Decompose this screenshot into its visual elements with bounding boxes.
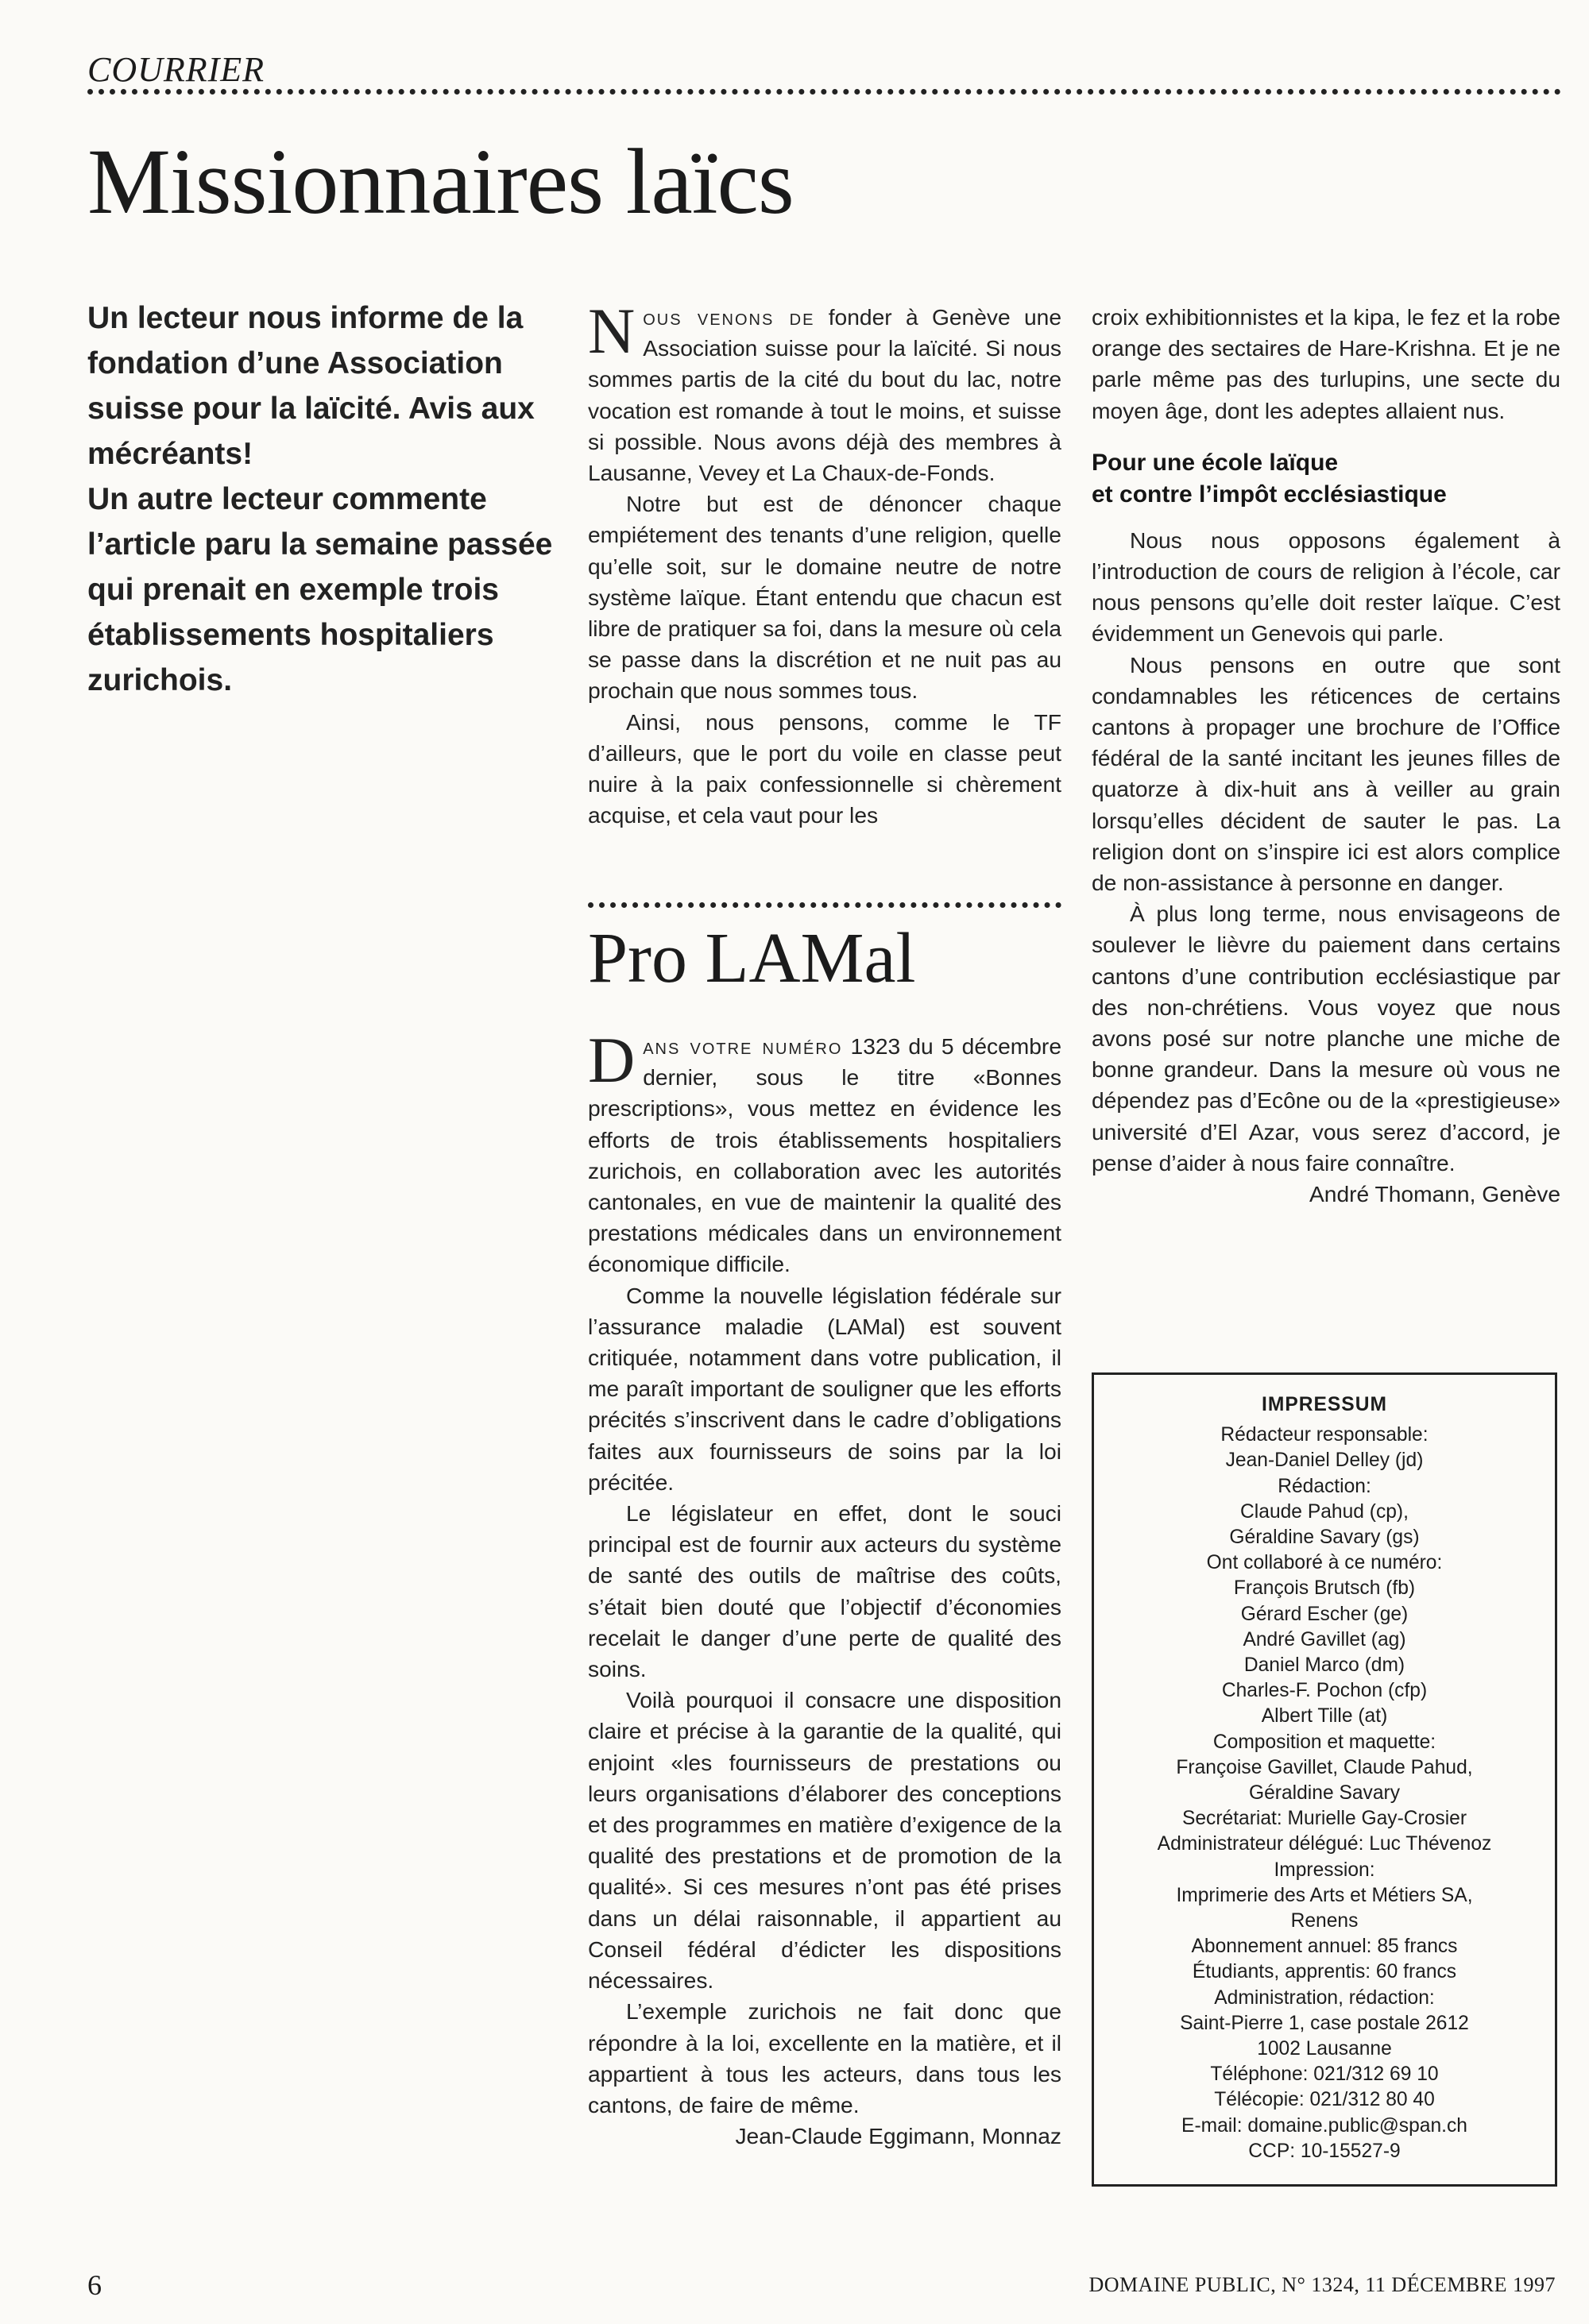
article2-lead-caps: ans votre numéro: [643, 1033, 843, 1059]
impressum-line: Secrétariat: Murielle Gay-Crosier: [1181, 1808, 1467, 1830]
impressum-line: Renens: [1290, 1910, 1359, 1932]
article-intro: [87, 295, 564, 703]
impressum-line: Téléphone: 021/312 69 10: [1210, 2063, 1439, 2086]
article1-paragraph-1-text: fonder à Genève une Association suisse pour la laïcité. Si nous sommes partis de la cité du bout du lac, notre vocation est romande à tout le moins, et suisse si possible. Nous avons déjà des membres à Lausanne, Vevey et La Chaux-de-Fonds.: [588, 304, 1061, 486]
impressum-line: Rédaction:: [1278, 1475, 1371, 1497]
article1-column-1: [588, 295, 1061, 831]
impressum-line: E-mail: domaine.public@span.ch: [1181, 2114, 1467, 2137]
impressum-line: Administration, rédaction:: [1214, 1986, 1435, 2009]
article1-signature: André Thomann, Genève: [1309, 1181, 1560, 1207]
header-dotted-rule: [87, 89, 1561, 95]
impressum-line: Gérard Escher (ge): [1240, 1603, 1409, 1625]
article1-paragraph-3: Ainsi, nous pensons, comme le TF d’ailleurs, que le port du voile en classe peut nuire à la paix confessionnelle si chèrement acquise, et cela vaut pour les: [588, 708, 1061, 828]
article2-column: [588, 1024, 1061, 2152]
impressum-line: CCP: 10-15527-9: [1248, 2140, 1401, 2162]
page-number: 6: [87, 2269, 102, 2301]
impressum-line: Rédacteur responsable:: [1220, 1424, 1429, 1446]
impressum-line: Étudiants, apprentis: 60 francs: [1192, 1961, 1457, 1983]
impressum-line: Télécopie: 021/312 80 40: [1214, 2089, 1435, 2111]
article1-paragraph-6: À plus long terme, nous envisageons de soulever le lièvre du paiement dans certains cantons d’une contribution ecclésiastique par des non-chrétiens. Vous voyez que nous avons posé sur notre planche une miche de bonne grandeur. Dans la mesure où vous ne dépendez pas d’Ecône ou de la «prestigieuse» université d’El Azar, vous serez d’accord, je pense d’aider à nous faire connaître.: [1092, 901, 1560, 1176]
article1-paragraph-4: Nous nous opposons également à l’introduction de cours de religion à l’école, car nous pensons qu’elle doit rester laïque. C’est évidemment un Genevois qui parle.: [1092, 527, 1560, 647]
article2-dropcap: D: [588, 1024, 636, 1096]
article1-paragraph-2: Notre but est de dénoncer chaque empiétement des tenants d’une religion, quelle qu’elle soit, sur le domaine neutre de notre système laïque. Étant entendu que chacun est libre de pratiquer sa foi, dans la mesure où cela se passe dans la discrétion et ne nuit pas au prochain que nous sommes tous.: [588, 491, 1061, 704]
impressum-line: Albert Tille (at): [1261, 1705, 1388, 1728]
article2-paragraph-4: Voilà pourquoi il consacre une disposition claire et précise à la garantie de la qualité, qui enjoint «les fournisseurs de prestations ou leurs organisations d’élaborer des conceptions et des programmes en matière d’exigence de la qualité des prestations et de promotion de la qualité». Si ces mesures n’ont pas été prises dans un délai raisonnable, il appartient au Conseil fédéral d’édicter les dispositions nécessaires.: [588, 1687, 1061, 1994]
article1-paragraph-1: [588, 295, 1061, 488]
impressum-line: Charles-F. Pochon (cfp): [1221, 1680, 1428, 1702]
impressum-title: IMPRESSUM: [1262, 1394, 1387, 1415]
impressum-line: Daniel Marco (dm): [1243, 1654, 1405, 1677]
impressum-line: Géraldine Savary: [1248, 1782, 1400, 1805]
article-title-missionnaires: Missionnaires laïcs: [87, 129, 794, 234]
article2-paragraph-3: Le législateur en effet, dont le souci principal est de fournir aux acteurs du système de santé des outils de maîtrise des coûts, s’était bien douté que l’objectif d’économies recelait le danger d’une perte de qualité des soins.: [588, 1500, 1061, 1682]
impressum-line: Abonnement annuel: 85 francs: [1191, 1936, 1458, 1958]
impressum-line: 1002 Lausanne: [1257, 2038, 1392, 2060]
impressum-box: [1092, 1372, 1557, 2187]
article-title-pro-lamal: Pro LAMal: [588, 919, 916, 998]
article1-paragraph-5: Nous pensons en outre que sont condamnables les réticences de certains cantons à propager une brochure de l’Office fédéral de la santé incitant les jeunes filles de quatorze à dix-huit ans à veiller au grain lorsqu’elles décident de sauter le pas. La religion dont on s’inspire ici est alors complice de non-assistance à personne en danger.: [1092, 651, 1560, 896]
intro-paragraph-1: Un lecteur nous informe de la fondation d’une Association suisse pour la laïcité. Avis aux mécréants!: [87, 301, 535, 471]
article1-lead-caps: ous venons de: [643, 304, 815, 330]
article1-subheading: [1092, 447, 1560, 511]
section-rubric: COURRIER: [87, 50, 265, 89]
article2-paragraph-5: L’exemple zurichois ne fait donc que répondre à la loi, excellente en la matière, et il appartient à tous les acteurs, dans tous les cantons, de faire de même.: [588, 1998, 1061, 2117]
article1-paragraph-3-continued: croix exhibitionnistes et la kipa, le fez et la robe orange des sectaires de Hare-Krishna. Et je ne parle même pas des turlupins, une secte du moyen âge, dont les adeptes allaient nus.: [1092, 304, 1560, 423]
impressum-line: Impression:: [1274, 1859, 1375, 1881]
impressum-line: Saint-Pierre 1, case postale 2612: [1180, 2012, 1469, 2034]
column-dotted-rule: [588, 902, 1061, 908]
impressum-line: Administrateur délégué: Luc Thévenoz: [1157, 1833, 1492, 1855]
article1-column-2: [1092, 302, 1560, 1210]
impressum-line: Ont collaboré à ce numéro:: [1206, 1552, 1443, 1574]
article2-paragraph-1: [588, 1024, 1061, 1280]
subheading-line-1: Pour une école laïque: [1092, 449, 1339, 476]
article2-paragraph-2: Comme la nouvelle législation fédérale sur l’assurance maladie (LAMal) est souvent critiquée, notamment dans votre publication, il me paraît important de souligner que les efforts précités s’inscrivent dans le cadre d’obligations faites aux fournisseurs de soins par la loi précitée.: [588, 1282, 1061, 1495]
impressum-line: Jean-Daniel Delley (jd): [1225, 1450, 1424, 1472]
article2-paragraph-1-text: 1323 du 5 décembre dernier, sous le titre «Bonnes prescriptions», vous mettez en évidence les efforts de trois établissements hospitaliers zurichois, en collaboration avec les autorités cantonales, en vue de maintenir la qualité des prestations médicales dans un environnement économique difficile.: [588, 1033, 1061, 1277]
article2-signature: Jean-Claude Eggimann, Monnaz: [735, 2123, 1061, 2149]
article1-dropcap: N: [588, 295, 636, 367]
subheading-line-2: et contre l’impôt ecclésiastique: [1092, 481, 1447, 508]
publication-footer: DOMAINE PUBLIC, N° 1324, 11 DÉCEMBRE 1997: [1088, 2273, 1556, 2296]
impressum-line: Françoise Gavillet, Claude Pahud,: [1176, 1756, 1473, 1778]
impressum-line: Composition et maquette:: [1212, 1731, 1436, 1753]
impressum-line: André Gavillet (ag): [1243, 1628, 1406, 1650]
impressum-line: François Brutsch (fb): [1233, 1577, 1416, 1600]
intro-paragraph-2: Un autre lecteur commente l’article paru la semaine passée qui prenait en exemple trois établissements hospitaliers zurichois.: [87, 482, 553, 697]
impressum-line: Imprimerie des Arts et Métiers SA,: [1176, 1884, 1473, 1906]
impressum-line: Claude Pahud (cp),: [1240, 1500, 1409, 1523]
impressum-line: Géraldine Savary (gs): [1229, 1527, 1420, 1549]
